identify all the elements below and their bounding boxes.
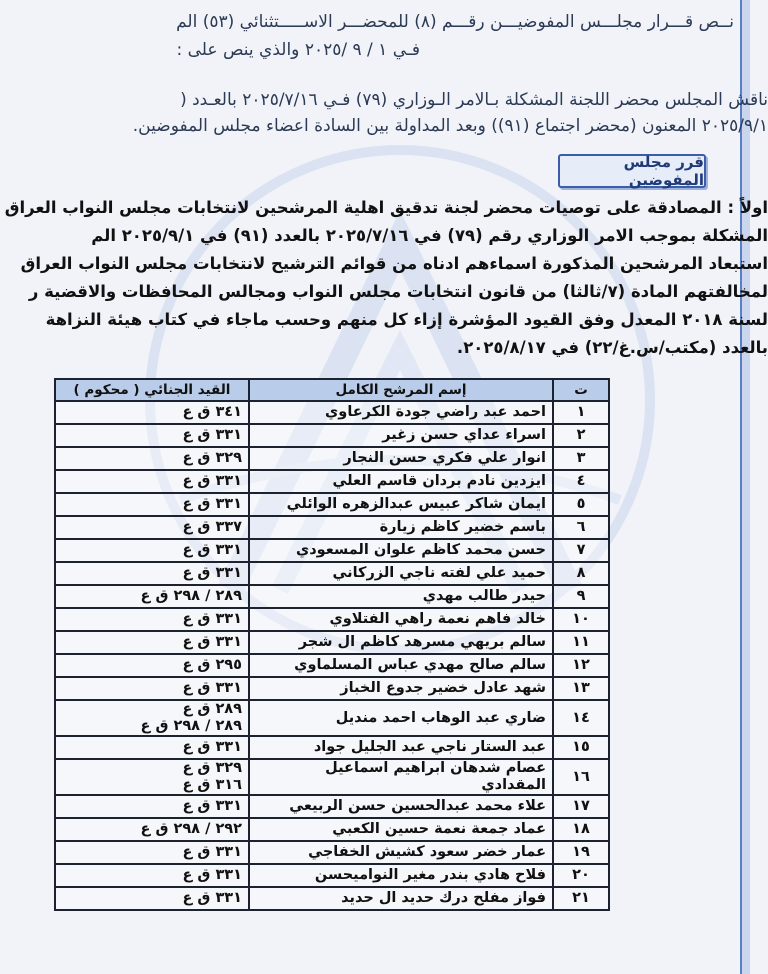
table-row (55, 864, 609, 887)
table-row (55, 887, 609, 910)
candidate-name: عمار خضر سعود كشيش الخفاجي (249, 841, 553, 864)
criminal-record (55, 470, 249, 493)
candidate-name: فواز مفلح درك حديد ال حديد (249, 887, 553, 910)
criminal-record-entry: ٣٣١ ق ع (182, 890, 242, 906)
row-number: ٧ (553, 539, 609, 562)
first-clause-line-3: استبعاد المرشحين المذكورة اسماءهم ادناه من قوائم الترشيح لانتخابات مجلس النواب العراق (20, 254, 768, 273)
first-clause-line-6: بالعدد (مكتب/س.غ/٢٢) في ٢٠٢٥/٨/١٧. (456, 338, 768, 357)
criminal-record-entry: ٣٣١ ق ع (182, 634, 242, 650)
table-row (55, 677, 609, 700)
row-number: ١٨ (553, 818, 609, 841)
criminal-record-entry: ٣٢٩ ق ع (182, 760, 242, 776)
criminal-record (55, 516, 249, 539)
candidate-name: شهد عادل خضير جدوع الخباز (249, 677, 553, 700)
row-number: ١١ (553, 631, 609, 654)
row-number: ٢٠ (553, 864, 609, 887)
candidate-name: علاء محمد عبدالحسين حسن الربيعي (249, 795, 553, 818)
candidate-name: باسم خضير كاظم زيارة (249, 516, 553, 539)
row-number: ٤ (553, 470, 609, 493)
criminal-record-entry: ٣٣١ ق ع (182, 427, 242, 443)
criminal-record (55, 424, 249, 447)
table-row (55, 516, 609, 539)
page-border-rule (740, 0, 750, 974)
candidate-name: سالم صالح مهدي عباس المسلماوي (249, 654, 553, 677)
criminal-record (55, 677, 249, 700)
row-number: ٢١ (553, 887, 609, 910)
table-row (55, 447, 609, 470)
candidate-name: عبد الستار ناجي عبد الجليل جواد (249, 736, 553, 759)
table-row (55, 654, 609, 677)
table-row (55, 585, 609, 608)
table-row (55, 795, 609, 818)
criminal-record (55, 654, 249, 677)
first-clause-line-2: المشكلة بموجب الامر الوزاري رقم (٧٩) في ٢٠٢٥/٧/١٦ بالعدد (٩١) في ٢٠٢٥/٩/١ الم (91, 226, 768, 245)
criminal-record-entry: ٢٩٥ ق ع (182, 657, 242, 673)
table-row (55, 401, 609, 424)
candidate-name: حميد علي لفته ناجي الزركاني (249, 562, 553, 585)
criminal-record-entry: ٣٣١ ق ع (182, 496, 242, 512)
row-number: ٩ (553, 585, 609, 608)
row-number: ١٧ (553, 795, 609, 818)
row-number: ١ (553, 401, 609, 424)
criminal-record-entry: ٣٣١ ق ع (182, 867, 242, 883)
table-row (55, 424, 609, 447)
criminal-record (55, 631, 249, 654)
header-line-2: فـي ١ / ٩ /٢٠٢٥ والذي ينص على : (176, 40, 420, 60)
criminal-record (55, 447, 249, 470)
row-number: ١٣ (553, 677, 609, 700)
criminal-record (55, 562, 249, 585)
table-row (55, 562, 609, 585)
candidate-name: فلاح هادي بندر مغير النواميحسن (249, 864, 553, 887)
criminal-record-entry: ٣٣١ ق ع (182, 473, 242, 489)
candidate-name: ضاري عبد الوهاب احمد منديل (249, 700, 553, 736)
criminal-record-entry: ٢٨٩ / ٢٩٨ ق ع (140, 718, 242, 734)
criminal-record (55, 585, 249, 608)
criminal-record-entry: ٣٤١ ق ع (182, 404, 242, 420)
criminal-record (55, 795, 249, 818)
table-row (55, 493, 609, 516)
candidate-name: عماد جمعة نعمة حسين الكعبي (249, 818, 553, 841)
candidate-name: اسراء عداي حسن زغير (249, 424, 553, 447)
table-row (55, 841, 609, 864)
table-row (55, 818, 609, 841)
candidate-name: سالم بريهي مسرهد كاظم ال شجر (249, 631, 553, 654)
table-row (55, 700, 609, 736)
criminal-record (55, 864, 249, 887)
candidate-name: عصام شدهان ابراهيم اسماعيل المقدادي (249, 759, 553, 795)
table-row (55, 736, 609, 759)
criminal-record (55, 818, 249, 841)
row-number: ١٩ (553, 841, 609, 864)
first-clause-line-5: لسنة ٢٠١٨ المعدل وفق القيود المؤشرة إزاء كل منهم وحسب ماجاء في كتاب هيئة النزاهة (45, 310, 768, 329)
criminal-record-entry: ٢٨٩ / ٢٩٨ ق ع (140, 588, 242, 604)
criminal-record-entry: ٢٩٢ / ٢٩٨ ق ع (140, 821, 242, 837)
row-number: ٥ (553, 493, 609, 516)
intro-line-1: ناقش المجلس محضر اللجنة المشكلة بـالامر الـوزاري (٧٩) فـي ٢٠٢٥/٧/١٦ بالعـدد ( (180, 90, 768, 110)
first-clause-line-4: لمخالفتهم المادة (٧/ثالثا) من قانون انتخابات مجلس النواب ومجالس المحافظات والاقضية ر (28, 282, 768, 301)
decision-title-box: قرر مجلس المفوضين (558, 154, 706, 188)
criminal-record-entry: ٣٣١ ق ع (182, 542, 242, 558)
criminal-record-entry: ٣١٦ ق ع (182, 777, 242, 793)
criminal-record-entry: ٣٣١ ق ع (182, 680, 242, 696)
row-number: ٨ (553, 562, 609, 585)
table-body (55, 401, 609, 910)
table-row (55, 608, 609, 631)
candidate-name: خالد فاهم نعمة راهي الفتلاوي (249, 608, 553, 631)
first-clause-line-1: اولاً : المصادقة على توصيات محضر لجنة تدقيق اهلية المرشحين لانتخابات مجلس النواب العراق (4, 198, 768, 217)
row-number: ١٦ (553, 759, 609, 795)
header-name: إسم المرشح الكامل (249, 379, 553, 401)
criminal-record (55, 759, 249, 795)
criminal-record-entry: ٣٣١ ق ع (182, 565, 242, 581)
criminal-record (55, 539, 249, 562)
criminal-record-entry: ٢٨٩ ق ع (182, 701, 242, 717)
criminal-record-entry: ٣٣١ ق ع (182, 844, 242, 860)
candidate-name: ايزدين نادم بردان قاسم العلي (249, 470, 553, 493)
header-num: ت (553, 379, 609, 401)
header-record: القيد الجنائي ( محكوم ) (55, 379, 249, 401)
criminal-record (55, 493, 249, 516)
criminal-record-entry: ٣٣١ ق ع (182, 611, 242, 627)
candidate-name: حسن محمد كاظم علوان المسعودي (249, 539, 553, 562)
row-number: ١٠ (553, 608, 609, 631)
table-row (55, 759, 609, 795)
candidate-name: انوار علي فكري حسن النجار (249, 447, 553, 470)
row-number: ١٤ (553, 700, 609, 736)
row-number: ٢ (553, 424, 609, 447)
row-number: ١٢ (553, 654, 609, 677)
criminal-record (55, 736, 249, 759)
excluded-candidates-table (54, 378, 610, 911)
criminal-record-entry: ٣٣١ ق ع (182, 798, 242, 814)
criminal-record (55, 841, 249, 864)
table-row (55, 539, 609, 562)
candidate-name: احمد عبد راضي جودة الكرعاوي (249, 401, 553, 424)
candidate-name: حيدر طالب مهدي (249, 585, 553, 608)
criminal-record (55, 608, 249, 631)
criminal-record-entry: ٣٢٩ ق ع (182, 450, 242, 466)
criminal-record-entry: ٣٣١ ق ع (182, 739, 242, 755)
criminal-record (55, 887, 249, 910)
criminal-record (55, 401, 249, 424)
criminal-record (55, 700, 249, 736)
candidate-name: ايمان شاكر عبيس عبدالزهره الوائلي (249, 493, 553, 516)
row-number: ١٥ (553, 736, 609, 759)
row-number: ٣ (553, 447, 609, 470)
header-line-1: نــص قـــرار مجلـــس المفوضيـــن رقـــم (٨) للمحضـــر الاســـــتثنائي (٥٣) الم (176, 12, 734, 32)
criminal-record-entry: ٣٣٧ ق ع (182, 519, 242, 535)
table-header-row (55, 379, 609, 401)
row-number: ٦ (553, 516, 609, 539)
intro-line-2: ٢٠٢٥/٩/١ المعنون (محضر اجتماع (٩١)) وبعد المداولة بين السادة اعضاء مجلس المفوضين. (132, 116, 768, 136)
table-row (55, 631, 609, 654)
table-row (55, 470, 609, 493)
